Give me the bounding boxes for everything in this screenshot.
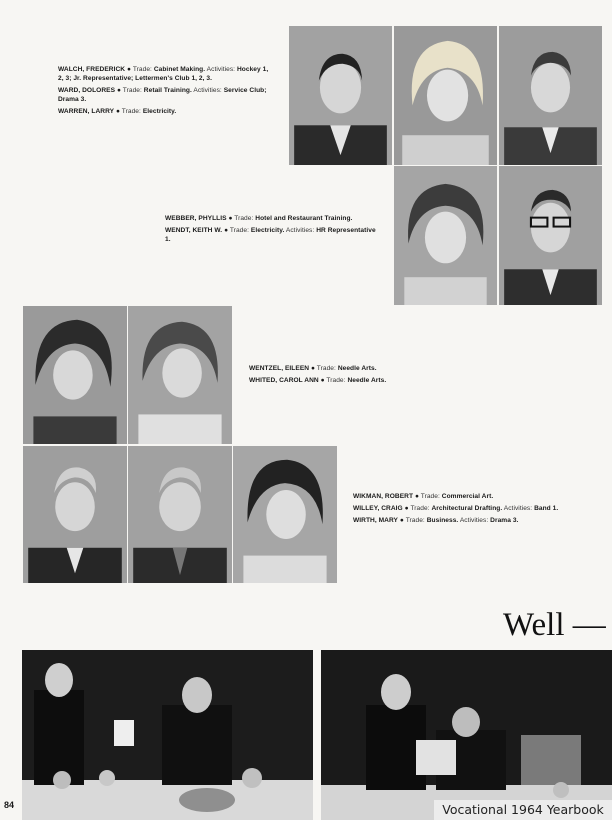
- portrait-wendt-keith: [499, 166, 602, 305]
- student-name: WIKMAN, ROBERT: [353, 493, 414, 500]
- portrait-wikman-robert: [23, 446, 127, 583]
- trade-label: Trade:: [122, 87, 142, 94]
- portrait-walch-frederick: [289, 26, 392, 165]
- student-entry: [353, 516, 568, 525]
- portrait-wentzel-eileen: [23, 306, 127, 444]
- bullet-icon: ●: [414, 493, 419, 500]
- bullet-icon: ●: [404, 505, 409, 512]
- banquet-photo-left: [22, 650, 313, 820]
- trade-value: Cabinet Making.: [153, 66, 206, 73]
- student-name: WENTZEL, EILEEN: [249, 365, 310, 372]
- bullet-icon: ●: [228, 215, 233, 222]
- banquet-photo-right: [321, 650, 612, 820]
- student-entry: [58, 65, 273, 83]
- student-name: WALCH, FREDERICK: [58, 66, 126, 73]
- trade-label: Trade:: [229, 227, 249, 234]
- bullet-icon: ●: [116, 87, 122, 94]
- trade-label: Trade:: [405, 517, 425, 524]
- bullet-icon: ●: [224, 227, 229, 234]
- entries-group-4: [353, 492, 568, 528]
- section-headline: Well —: [503, 607, 606, 643]
- activities-label: Activities:: [206, 66, 236, 73]
- trade-value: Retail Training.: [143, 87, 192, 94]
- activities-label: Activities:: [193, 87, 222, 94]
- activities-label: Activities:: [459, 517, 489, 524]
- activities-value: Service Club; Drama 3.: [58, 87, 267, 103]
- trade-value: Business.: [426, 517, 459, 524]
- portrait-ward-dolores: [394, 26, 497, 165]
- student-name: WARREN, LARRY: [58, 108, 115, 115]
- entries-group-2: [165, 214, 377, 247]
- activities-value: HR Representative 1.: [165, 227, 376, 243]
- student-name: WHITED, CAROL ANN: [249, 377, 319, 384]
- student-entry: [165, 214, 377, 223]
- student-entry: [249, 376, 449, 385]
- portrait-whited-carol-ann: [128, 306, 232, 444]
- page-number: 84: [4, 800, 15, 810]
- student-entry: [353, 492, 568, 501]
- student-entry: [58, 86, 273, 104]
- trade-label: Trade:: [132, 66, 152, 73]
- portrait-webber-phyllis: [394, 166, 497, 305]
- trade-label: Trade:: [420, 493, 440, 500]
- student-entry: [353, 504, 568, 513]
- student-name: WARD, DOLORES: [58, 87, 116, 94]
- trade-label: Trade:: [410, 505, 430, 512]
- portrait-wirth-mary: [233, 446, 337, 583]
- student-entry: [165, 226, 377, 244]
- trade-label: Trade:: [234, 215, 254, 222]
- student-name: WIRTH, MARY: [353, 517, 398, 524]
- trade-value: Needle Arts.: [347, 377, 387, 384]
- student-name: WEBBER, PHYLLIS: [165, 215, 227, 222]
- bullet-icon: ●: [310, 365, 316, 372]
- bullet-icon: ●: [399, 517, 404, 524]
- trade-value: Commercial Art.: [441, 493, 494, 500]
- bullet-icon: ●: [115, 108, 121, 115]
- activities-label: Activities:: [503, 505, 533, 512]
- trade-label: Trade:: [121, 108, 141, 115]
- activities-value: Drama 3.: [490, 517, 519, 524]
- activities-label: Activities:: [285, 227, 315, 234]
- entries-group-3: [249, 364, 449, 388]
- trade-label: Trade:: [326, 377, 346, 384]
- student-entry: [58, 107, 273, 116]
- trade-value: Architectural Drafting.: [431, 505, 503, 512]
- bullet-icon: ●: [127, 66, 132, 73]
- trade-value: Electricity.: [250, 227, 285, 234]
- activities-value: Band 1.: [534, 505, 559, 512]
- trade-label: Trade:: [316, 365, 336, 372]
- student-name: WENDT, KEITH W.: [165, 227, 223, 234]
- bullet-icon: ●: [320, 377, 325, 384]
- student-entry: [249, 364, 449, 373]
- trade-value: Needle Arts.: [337, 365, 377, 372]
- trade-value: Hotel and Restaurant Training.: [255, 215, 353, 222]
- student-name: WILLEY, CRAIG: [353, 505, 403, 512]
- portrait-willey-craig: [128, 446, 232, 583]
- entries-group-1: [58, 65, 273, 119]
- yearbook-watermark: Vocational 1964 Yearbook: [434, 800, 612, 820]
- portrait-warren-larry: [499, 26, 602, 165]
- activities-value: Hockey 1, 2, 3; Jr. Representative; Lettermen's Club 1, 2, 3.: [58, 66, 269, 82]
- trade-value: Electricity.: [142, 108, 177, 115]
